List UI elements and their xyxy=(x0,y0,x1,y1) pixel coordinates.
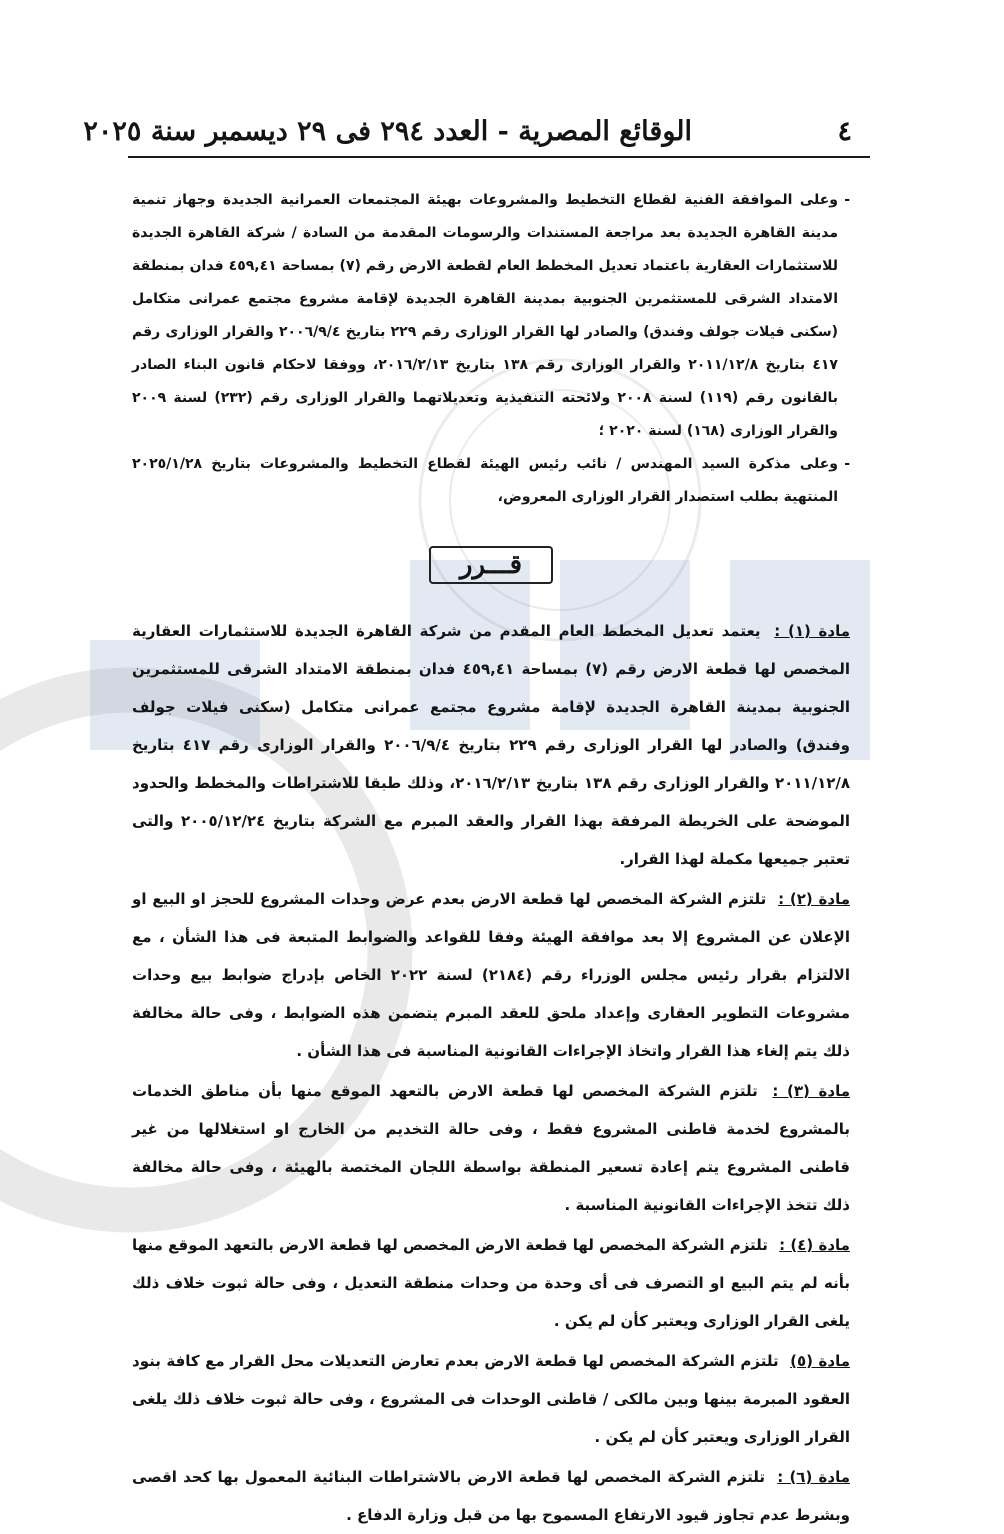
article-2 xyxy=(132,880,850,1070)
bullet-dash: - xyxy=(844,456,850,472)
article-3 xyxy=(132,1072,850,1224)
preamble-text: وعلى مذكرة السيد المهندس / نائب رئيس الهيئة لقطاع التخطيط والمشروعات بتاريخ ٢٠٢٥/١/٢٨ المنتهية بطلب استصدار القرار الوزارى المعروض، xyxy=(132,456,838,505)
gazette-title: الوقائع المصرية - العدد ٢٩٤ فى ٢٩ ديسمبر سنة ٢٠٢٥ xyxy=(83,116,692,147)
article-label: مادة (٦) : xyxy=(777,1468,850,1486)
article-label: مادة (٤) : xyxy=(779,1236,850,1254)
page-header xyxy=(83,112,870,158)
article-label: مادة (١) : xyxy=(774,622,850,640)
article-label: مادة (٥) xyxy=(790,1352,850,1370)
decree-title: قـــرر xyxy=(429,546,553,584)
article-text: تلتزم الشركة المخصص لها قطعة الارض بالاشتراطات البنائية المعمول بها كحد اقصى وبشرط عدم تجاوز قيود الارتفاع المسموح بها من قبل وزارة الدفاع . xyxy=(132,1468,850,1524)
article-4 xyxy=(132,1226,850,1340)
article-label: مادة (٢) : xyxy=(778,890,850,908)
article-6 xyxy=(132,1458,850,1534)
preamble-text: وعلى الموافقة الفنية لقطاع التخطيط والمشروعات بهيئة المجتمعات العمرانية الجديدة وجهاز تنمية مدينة القاهرة الجديدة بعد مراجعة المستندات والرسومات المقدمة من السادة / شركة القاهرة الجديدة للاستثمارات العقارية باعتماد تعديل المخطط العام لقطعة الارض رقم (٧) بمساحة ٤٥٩,٤١ فدان بمنطقة الامتداد الشرقى للمستثمرين الجنوبية بمدينة القاهرة الجديدة لإقامة مشروع مجتمع عمرانى متكامل (سكنى فيلات جولف وفندق) والصادر لها القرار الوزارى رقم ٢٢٩ بتاريخ ٢٠٠٦/٩/٤ والقرار الوزارى رقم ٤١٧ بتاريخ ٢٠١١/١٢/٨ والقرار الوزارى رقم ١٣٨ بتاريخ ٢٠١٦/٢/١٣، ووفقا لاحكام قانون البناء الصادر بالقانون رقم (١١٩) لسنة ٢٠٠٨ ولائحته التنفيذية وتعديلاتهما والقرار الوزارى رقم (٢٣٢) لسنة ٢٠٠٩ والقرار الوزارى (١٦٨) لسنة ٢٠٢٠ ؛ xyxy=(132,192,839,439)
article-text: تلتزم الشركة المخصص لها قطعة الارض بعدم عرض وحدات المشروع للحجز او البيع او الإعلان عن المشروع إلا بعد موافقة الهيئة وفقا للقواعد والضوابط المتبعة فى هذا الشأن ، مع الالتزام بقرار رئيس مجلس الوزراء رقم (٢١٨٤) لسنة ٢٠٢٢ الخاص بإدراج ضوابط بيع وحدات مشروعات التطوير العقارى وإعداد ملحق للعقد المبرم يتضمن هذه الضوابط ، وفى حالة مخالفة ذلك يتم إلغاء هذا القرار واتخاذ الإجراءات القانونية المناسبة فى هذا الشأن . xyxy=(132,890,850,1060)
article-text: تلتزم الشركة المخصص لها قطعة الارض بالتعهد الموقع منها بأن مناطق الخدمات بالمشروع لخدمة قاطنى المشروع فقط ، وفى حالة التخديم من الخارج او استغلالها من غير قاطنى المشروع يتم إعادة تسعير المنطقة بواسطة اللجان المختصة بالهيئة ، وفى حالة مخالفة ذلك تتخذ الإجراءات القانونية المناسبة . xyxy=(132,1082,850,1214)
article-text: يعتمد تعديل المخطط العام المقدم من شركة القاهرة الجديدة للاستثمارات العقارية المخصص لها قطعة الارض رقم (٧) بمساحة ٤٥٩,٤١ فدان بمنطقة الامتداد الشرقى للمستثمرين الجنوبية بمدينة القاهرة الجديدة لإقامة مشروع مجتمع عمرانى متكامل (سكنى فيلات جولف وفندق) والصادر لها القرار الوزارى رقم ٢٢٩ بتاريخ ٢٠٠٦/٩/٤ والقرار الوزارى رقم ٤١٧ بتاريخ ٢٠١١/١٢/٨ والقرار الوزارى رقم ١٣٨ بتاريخ ٢٠١٦/٢/١٣، وذلك طبقا للاشتراطات والمخطط والحدود الموضحة على الخريطة المرفقة بهذا القرار والعقد المبرم مع الشركة بتاريخ ٢٠٠٥/١٢/٢٤ والتى تعتبر جميعها مكملة لهذا القرار. xyxy=(132,622,851,868)
preamble-item xyxy=(132,448,850,514)
document-body xyxy=(132,184,851,1524)
bullet-dash: - xyxy=(844,192,850,208)
page-number: ٤ xyxy=(837,116,852,147)
article-1 xyxy=(132,612,850,878)
article-label: مادة (٣) : xyxy=(772,1082,851,1100)
article-text: تلتزم الشركة المخصص لها قطعة الارض بعدم تعارض التعديلات محل القرار مع كافة بنود العقود المبرمة بينها وبين مالكى / قاطنى الوحدات فى المشروع ، وفى حالة ثبوت خلاف ذلك يلغى القرار الوزارى ويعتبر كأن لم يكن . xyxy=(132,1352,850,1446)
article-text: تلتزم الشركة المخصص لها قطعة الارض المخصص لها قطعة الارض بالتعهد الموقع منها بأنه لم يتم البيع او التصرف فى أى وحدة من وحدات منطقة التعديل ، وفى حالة ثبوت خلاف ذلك يلغى القرار الوزارى ويعتبر كأن لم يكن . xyxy=(132,1236,850,1330)
preamble-item xyxy=(132,184,850,448)
article-5 xyxy=(132,1342,850,1456)
